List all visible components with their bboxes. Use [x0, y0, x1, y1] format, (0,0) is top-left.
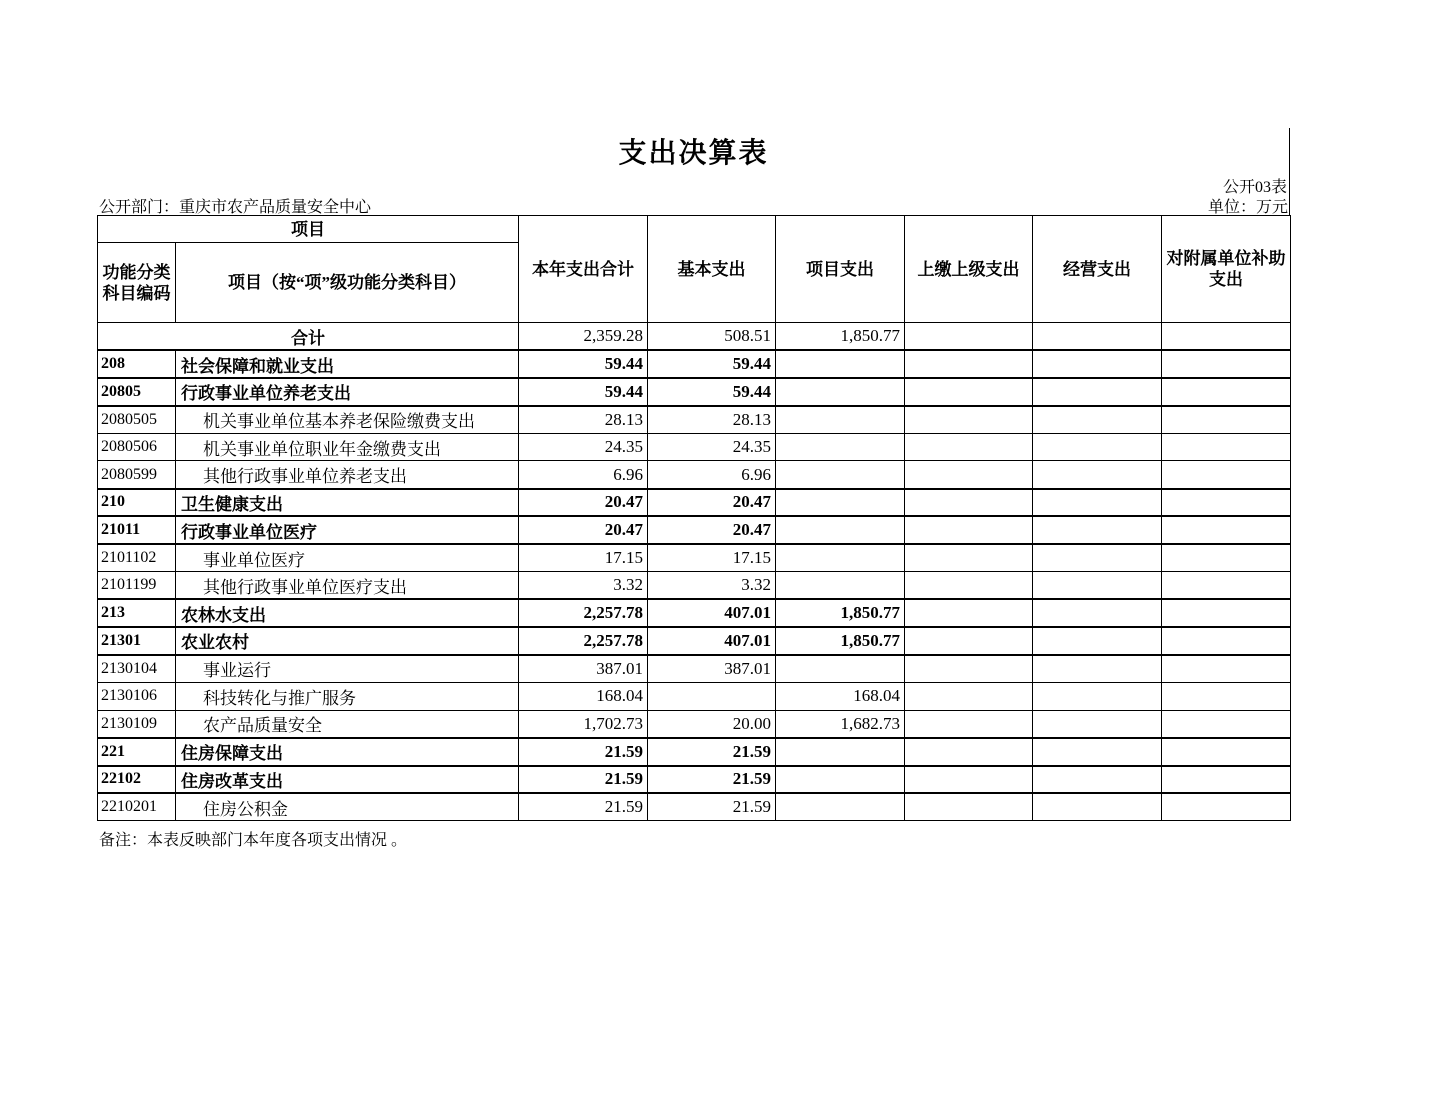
value-cell-project: 1,682.73 — [776, 710, 905, 738]
code-cell: 20805 — [98, 378, 176, 406]
code-cell: 208 — [98, 350, 176, 378]
code-cell: 213 — [98, 599, 176, 627]
value-cell-total: 21.59 — [519, 738, 648, 766]
value-cell-upper — [905, 766, 1033, 794]
value-cell-upper — [905, 710, 1033, 738]
value-cell-project — [776, 406, 905, 434]
value-cell-total: 28.13 — [519, 406, 648, 434]
unit-label: 单位：万元 — [1207, 199, 1288, 216]
value-cell-operating — [1033, 544, 1162, 572]
value-cell-subsidy — [1162, 350, 1291, 378]
value-cell-total: 24.35 — [519, 433, 648, 461]
value-cell-upper — [905, 516, 1033, 544]
value-cell-subsidy — [1162, 406, 1291, 434]
code-cell: 21301 — [98, 627, 176, 655]
value-cell-total: 21.59 — [519, 793, 648, 821]
value-cell-basic: 17.15 — [648, 544, 776, 572]
value-cell-operating — [1033, 406, 1162, 434]
value-cell-subsidy — [1162, 516, 1291, 544]
value-cell-project — [776, 489, 905, 517]
value-cell-project — [776, 378, 905, 406]
value-cell-upper — [905, 655, 1033, 683]
value-cell-project — [776, 655, 905, 683]
value-cell-upper — [905, 350, 1033, 378]
value-cell-total: 6.96 — [519, 461, 648, 489]
value-cell-upper — [905, 323, 1033, 351]
value-cell-total: 2,257.78 — [519, 627, 648, 655]
value-cell-basic: 28.13 — [648, 406, 776, 434]
value-cell-project: 168.04 — [776, 682, 905, 710]
value-cell-project — [776, 793, 905, 821]
table-row — [98, 461, 1291, 489]
code-cell: 210 — [98, 489, 176, 517]
item-cell: 住房保障支出 — [176, 738, 519, 766]
value-cell-subsidy — [1162, 682, 1291, 710]
value-cell-total: 59.44 — [519, 350, 648, 378]
page-title: 支出决算表 — [618, 137, 769, 168]
value-cell-project — [776, 516, 905, 544]
value-cell-operating — [1033, 433, 1162, 461]
value-cell-total: 387.01 — [519, 655, 648, 683]
expenditure-table — [97, 215, 1291, 821]
code-cell: 221 — [98, 738, 176, 766]
value-cell-basic: 6.96 — [648, 461, 776, 489]
item-cell: 卫生健康支出 — [176, 489, 519, 517]
value-cell-operating — [1033, 378, 1162, 406]
value-cell-operating — [1033, 655, 1162, 683]
value-cell-subsidy — [1162, 627, 1291, 655]
table-row — [98, 350, 1291, 378]
value-cell-upper — [905, 793, 1033, 821]
value-cell-project — [776, 461, 905, 489]
column-header-total: 本年支出合计 — [519, 216, 648, 323]
value-cell-project — [776, 433, 905, 461]
table-row — [98, 627, 1291, 655]
value-cell-subsidy — [1162, 572, 1291, 600]
code-cell: 2080506 — [98, 433, 176, 461]
table-header — [98, 216, 1291, 323]
table-row — [98, 406, 1291, 434]
item-cell: 住房改革支出 — [176, 766, 519, 794]
item-cell: 其他行政事业单位医疗支出 — [176, 572, 519, 600]
value-cell-total: 59.44 — [519, 378, 648, 406]
code-cell: 2101102 — [98, 544, 176, 572]
value-cell-upper — [905, 738, 1033, 766]
table-row — [98, 516, 1291, 544]
value-cell-subsidy — [1162, 738, 1291, 766]
value-cell-total: 17.15 — [519, 544, 648, 572]
value-cell-subsidy — [1162, 793, 1291, 821]
value-cell-operating — [1033, 738, 1162, 766]
table-row — [98, 655, 1291, 683]
value-cell-operating — [1033, 627, 1162, 655]
value-cell-operating — [1033, 572, 1162, 600]
meta-row — [99, 194, 1288, 217]
value-cell-total: 3.32 — [519, 572, 648, 600]
department-label: 公开部门：重庆市农产品质量安全中心 — [99, 199, 372, 216]
value-cell-total: 1,702.73 — [519, 710, 648, 738]
value-cell-subsidy — [1162, 378, 1291, 406]
value-cell-subsidy — [1162, 766, 1291, 794]
value-cell-project — [776, 738, 905, 766]
value-cell-total: 20.47 — [519, 489, 648, 517]
value-cell-upper — [905, 627, 1033, 655]
header-item: 项目（按“项”级功能分类科目） — [176, 243, 519, 323]
header-code: 功能分类科目编码 — [98, 243, 176, 323]
table-row — [98, 544, 1291, 572]
table-row — [98, 766, 1291, 794]
value-cell-subsidy — [1162, 323, 1291, 351]
item-cell: 机关事业单位职业年金缴费支出 — [176, 433, 519, 461]
table-row — [98, 572, 1291, 600]
code-cell: 22102 — [98, 766, 176, 794]
column-header-operating: 经营支出 — [1033, 216, 1162, 323]
code-cell: 2101199 — [98, 572, 176, 600]
column-header-basic: 基本支出 — [648, 216, 776, 323]
item-cell: 其他行政事业单位养老支出 — [176, 461, 519, 489]
code-cell: 2130109 — [98, 710, 176, 738]
value-cell-basic: 21.59 — [648, 793, 776, 821]
table-row — [98, 738, 1291, 766]
note-text: 备注：本表反映部门本年度各项支出情况 。 — [99, 832, 408, 849]
value-cell-basic: 407.01 — [648, 627, 776, 655]
table-row — [98, 793, 1291, 821]
value-cell-upper — [905, 461, 1033, 489]
item-cell: 农业农村 — [176, 627, 519, 655]
value-cell-operating — [1033, 489, 1162, 517]
code-cell: 2130104 — [98, 655, 176, 683]
item-cell: 农产品质量安全 — [176, 710, 519, 738]
value-cell-upper — [905, 544, 1033, 572]
value-cell-upper — [905, 599, 1033, 627]
code-cell: 2130106 — [98, 682, 176, 710]
column-header-subsidy: 对附属单位补助支出 — [1162, 216, 1291, 323]
value-cell-basic: 59.44 — [648, 378, 776, 406]
value-cell-upper — [905, 406, 1033, 434]
code-cell: 2080599 — [98, 461, 176, 489]
value-cell-basic: 387.01 — [648, 655, 776, 683]
value-cell-upper — [905, 682, 1033, 710]
value-cell-operating — [1033, 766, 1162, 794]
value-cell-project — [776, 766, 905, 794]
value-cell-operating — [1033, 599, 1162, 627]
value-cell-total: 21.59 — [519, 766, 648, 794]
value-cell-subsidy — [1162, 544, 1291, 572]
value-cell-operating — [1033, 461, 1162, 489]
item-cell: 行政事业单位医疗 — [176, 516, 519, 544]
value-cell-basic: 24.35 — [648, 433, 776, 461]
column-header-project: 项目支出 — [776, 216, 905, 323]
value-cell-total: 2,257.78 — [519, 599, 648, 627]
value-cell-basic: 3.32 — [648, 572, 776, 600]
table-row — [98, 710, 1291, 738]
value-cell-subsidy — [1162, 655, 1291, 683]
table-row — [98, 682, 1291, 710]
value-cell-basic — [648, 682, 776, 710]
code-cell: 21011 — [98, 516, 176, 544]
item-cell: 机关事业单位基本养老保险缴费支出 — [176, 406, 519, 434]
value-cell-operating — [1033, 350, 1162, 378]
column-header-upper: 上缴上级支出 — [905, 216, 1033, 323]
value-cell-subsidy — [1162, 489, 1291, 517]
value-cell-basic: 21.59 — [648, 738, 776, 766]
sheet-code-label: 公开03表 — [1222, 179, 1287, 196]
value-cell-project — [776, 350, 905, 378]
value-cell-upper — [905, 572, 1033, 600]
value-cell-total: 2,359.28 — [519, 323, 648, 351]
value-cell-basic: 508.51 — [648, 323, 776, 351]
value-cell-project — [776, 572, 905, 600]
table-row — [98, 378, 1291, 406]
value-cell-operating — [1033, 682, 1162, 710]
value-cell-upper — [905, 433, 1033, 461]
table-row — [98, 489, 1291, 517]
item-cell: 社会保障和就业支出 — [176, 350, 519, 378]
value-cell-project: 1,850.77 — [776, 323, 905, 351]
value-cell-upper — [905, 378, 1033, 406]
header-row-group — [98, 216, 1291, 243]
value-cell-operating — [1033, 710, 1162, 738]
value-cell-total: 168.04 — [519, 682, 648, 710]
value-cell-basic: 20.47 — [648, 489, 776, 517]
value-cell-basic: 407.01 — [648, 599, 776, 627]
value-cell-operating — [1033, 793, 1162, 821]
item-cell: 合计 — [98, 323, 519, 351]
item-cell: 农林水支出 — [176, 599, 519, 627]
table-row — [98, 433, 1291, 461]
value-cell-subsidy — [1162, 599, 1291, 627]
item-cell: 事业单位医疗 — [176, 544, 519, 572]
value-cell-total: 20.47 — [519, 516, 648, 544]
value-cell-operating — [1033, 323, 1162, 351]
item-cell: 科技转化与推广服务 — [176, 682, 519, 710]
code-cell: 2210201 — [98, 793, 176, 821]
value-cell-subsidy — [1162, 710, 1291, 738]
value-cell-project — [776, 544, 905, 572]
table-row — [98, 323, 1291, 351]
value-cell-operating — [1033, 516, 1162, 544]
value-cell-basic: 59.44 — [648, 350, 776, 378]
value-cell-basic: 20.00 — [648, 710, 776, 738]
value-cell-subsidy — [1162, 461, 1291, 489]
value-cell-upper — [905, 489, 1033, 517]
right-edge-line — [1289, 128, 1290, 216]
value-cell-basic: 21.59 — [648, 766, 776, 794]
value-cell-basic: 20.47 — [648, 516, 776, 544]
value-cell-subsidy — [1162, 433, 1291, 461]
value-cell-project: 1,850.77 — [776, 627, 905, 655]
item-cell: 住房公积金 — [176, 793, 519, 821]
table-body — [98, 323, 1291, 821]
code-cell: 2080505 — [98, 406, 176, 434]
item-cell: 事业运行 — [176, 655, 519, 683]
table-row — [98, 599, 1291, 627]
header-project-group: 项目 — [98, 216, 519, 243]
value-cell-project: 1,850.77 — [776, 599, 905, 627]
item-cell: 行政事业单位养老支出 — [176, 378, 519, 406]
